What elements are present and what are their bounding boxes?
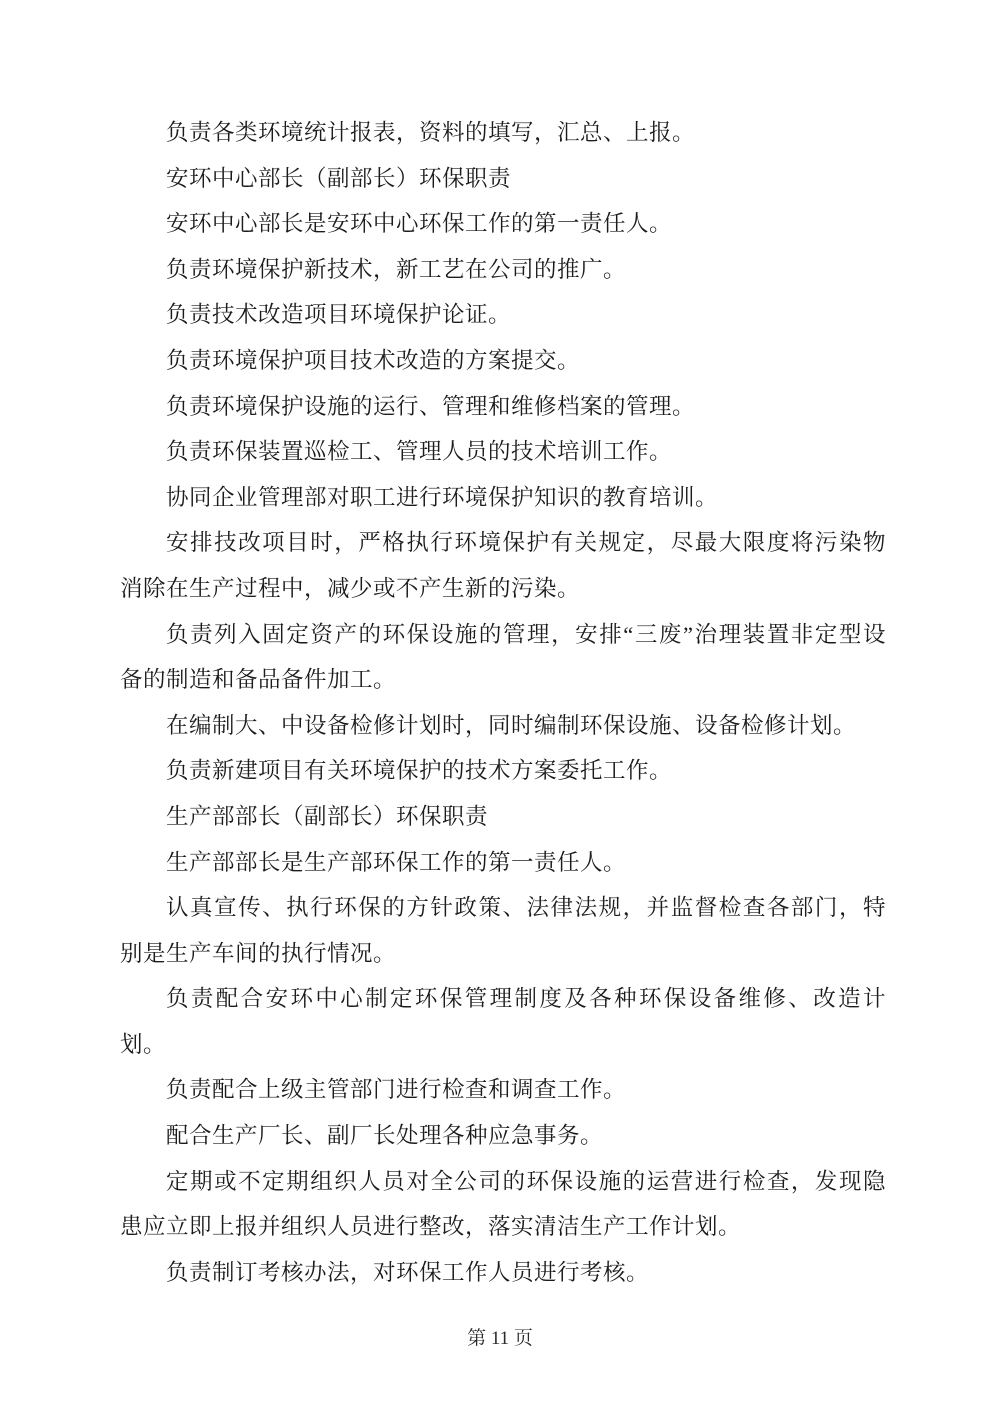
text-line: 生产部部长（副部长）环保职责	[166, 803, 489, 829]
paragraph	[120, 201, 886, 247]
paragraph	[120, 976, 886, 1067]
text-line: 患应立即上报并组织人员进行整改，落实清洁生产工作计划。	[120, 1214, 742, 1240]
page-number: 第 11 页	[467, 1328, 533, 1349]
paragraph	[120, 520, 886, 611]
text-line: 负责环境保护新技术，新工艺在公司的推广。	[166, 256, 627, 282]
text-line: 负责环境保护项目技术改造的方案提交。	[166, 347, 581, 373]
text-line: 生产部部长是生产部环保工作的第一责任人。	[166, 849, 627, 875]
paragraph	[120, 794, 886, 840]
paragraph	[120, 885, 886, 976]
paragraph	[120, 247, 886, 293]
text-line: 配合生产厂长、副厂长处理各种应急事务。	[166, 1123, 604, 1149]
text-line: 负责配合安环中心制定环保管理制度及各种环保设备维修、改造计	[166, 986, 886, 1012]
paragraph	[120, 612, 886, 703]
paragraph	[120, 429, 886, 475]
text-line: 安排技改项目时，严格执行环境保护有关规定，尽最大限度将污染物	[166, 530, 886, 556]
paragraph	[120, 703, 886, 749]
text-line: 协同企业管理部对职工进行环境保护知识的教育培训。	[166, 484, 719, 510]
text-line: 负责各类环境统计报表，资料的填写，汇总、上报。	[166, 120, 696, 145]
text-line: 负责列入固定资产的环保设施的管理，安排“三废”治理装置非定型设	[166, 621, 886, 647]
paragraph	[120, 1113, 886, 1159]
paragraph	[120, 156, 886, 202]
text-line: 在编制大、中设备检修计划时，同时编制环保设施、设备检修计划。	[166, 712, 857, 738]
paragraph	[120, 110, 886, 156]
text-line: 负责新建项目有关环境保护的技术方案委托工作。	[166, 758, 673, 784]
text-line: 负责环境保护设施的运行、管理和维修档案的管理。	[166, 393, 696, 419]
text-line: 负责配合上级主管部门进行检查和调查工作。	[166, 1077, 627, 1103]
page-content	[120, 110, 886, 1295]
text-line: 负责环保装置巡检工、管理人员的技术培训工作。	[166, 439, 673, 465]
paragraph	[120, 384, 886, 430]
text-line: 别是生产车间的执行情况。	[120, 940, 397, 966]
text-line: 划。	[120, 1031, 167, 1057]
text-line: 负责技术改造项目环境保护论证。	[166, 302, 512, 328]
paragraph	[120, 292, 886, 338]
paragraph	[120, 840, 886, 886]
paragraph	[120, 475, 886, 521]
text-line: 定期或不定期组织人员对全公司的环保设施的运营进行检查，发现隐	[166, 1168, 886, 1194]
paragraph	[120, 748, 886, 794]
paragraph	[120, 1250, 886, 1296]
paragraph	[120, 1159, 886, 1250]
text-line: 安环中心部长是安环中心环保工作的第一责任人。	[166, 211, 673, 237]
page-footer	[0, 1326, 1000, 1352]
text-line: 消除在生产过程中，减少或不产生新的污染。	[120, 575, 581, 601]
paragraph	[120, 338, 886, 384]
text-line: 安环中心部长（副部长）环保职责	[166, 165, 512, 191]
text-line: 备的制造和备品备件加工。	[120, 667, 397, 693]
text-line: 认真宣传、执行环保的方针政策、法律法规，并监督检查各部门，特	[166, 895, 886, 921]
text-line: 负责制订考核办法，对环保工作人员进行考核。	[166, 1259, 650, 1285]
paragraph	[120, 1067, 886, 1113]
